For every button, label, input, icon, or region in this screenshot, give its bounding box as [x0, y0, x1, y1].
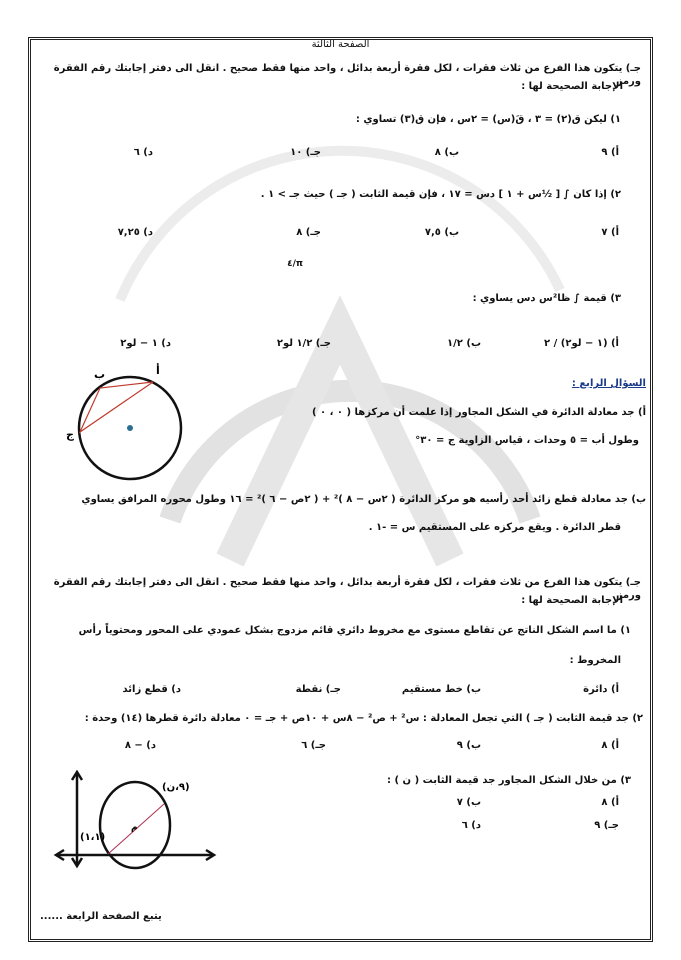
c2-q3-option-c: جـ) ٩ [594, 820, 619, 831]
c2-q2-option-a: أ) ٨ [601, 740, 619, 751]
c1-q2-option-c: جـ) ٨ [296, 227, 321, 238]
c1-q1-option-a: أ) ٩ [601, 147, 619, 158]
c2-q1-option-b: ب) خط مستقيم [401, 684, 481, 695]
c2-q2-option-c: جـ) ٦ [301, 740, 326, 751]
c1-q1-text: ١) ليكن ق(٢) = ٣ ، قَ(س) = ٢س ، فإن ق(٣) تساوي : [355, 114, 621, 125]
label-b: ب [94, 368, 106, 381]
section-c2-intro-2: الإجابة الصحيحة لها : [521, 595, 623, 606]
page-title: الصفحة الثالثة [311, 39, 370, 50]
q4-a-line2: وطول أب = ٥ وحدات ، قياس الزاوية ج = ٣٠° [415, 435, 639, 446]
c2-q1-option-d: د) قطع زائد [122, 684, 181, 695]
c1-q1-option-d: د) ٦ [133, 147, 153, 158]
c2-q3-option-d: د) ٦ [461, 820, 481, 831]
c2-q2-text: ٢) جد قيمة الثابت ( جـ ) التي تجعل المعادلة : س² + ص² − ٨س + ١٠ص + جـ = ٠ معادلة دائرة قطرها (١٤) وحدة : [84, 713, 643, 724]
c1-q2-option-d: د) ٧,٢٥ [117, 227, 153, 238]
section-c2-intro: جـ) يتكون هذا الفرع من ثلاث فقرات ، لكل فقرة أربعة بدائل ، واحد منها فقط صحيح . انقل الى دفتر إجابتك رقم الفقرة ورمز [53, 577, 641, 601]
c1-q2-option-b: ب) ٧,٥ [424, 227, 459, 238]
c1-q2-text: ٢) إذا كان ∫ [ ½س + ١ ] دس = ١٧ ، فإن قيمة الثابت ( جـ ) حيث جـ > ١ . [260, 189, 621, 200]
c2-q1-option-a: أ) دائرة [583, 684, 619, 695]
q4-b-line2: قطر الدائرة . ويقع مركزه على المستقيم س = -١ . [368, 522, 621, 533]
c2-q1-line2: المخروط : [569, 655, 621, 666]
c2-q3-option-a: أ) ٨ [601, 797, 619, 808]
section-c1-intro-2: الإجابة الصحيحة لها : [521, 81, 623, 92]
c1-q3-limit: π/٤ [287, 259, 303, 269]
c2-q1-option-c: جـ) نقطة [295, 684, 341, 695]
c1-q3-option-a: أ) (١ − لو٢) / ٢ [544, 338, 619, 349]
point-label-n9: (٩،ن) [162, 782, 190, 793]
c2-q2-option-b: ب) ٩ [456, 740, 481, 751]
c1-q2-option-a: أ) ٧ [601, 227, 619, 238]
c1-q3-option-c: جـ) ١/٢ لو٢ [276, 338, 331, 349]
q4-b-line1: ب) جد معادلة قطع زائد أحد رأسيه هو مركز الدائرة ( ٢س − ٨ )² + ( ٢ص − ٦ )² = ١٦ وطول محوره المرافق يساوي [81, 494, 646, 505]
triangle-chords [80, 382, 153, 432]
c2-q1-line1: ١) ما اسم الشكل الناتج عن تقاطع مستوى مع مخروط دائري قائم مزدوج بشكل عمودي على المحور ومحتوياً رأس [78, 625, 631, 636]
c2-q2-option-d: د) − ٨ [124, 740, 156, 751]
c1-q3-text: ٣) قيمة ∫ ظا²س دس يساوي : [472, 293, 621, 304]
c1-q3-option-b: ب) ١/٢ [447, 338, 481, 349]
section-c1-intro: جـ) يتكون هذا الفرع من ثلاث فقرات ، لكل فقرة أربعة بدائل ، واحد منها فقط صحيح . انقل الى دفتر إجابتك رقم الفقرة ورمز [53, 63, 641, 87]
question4-heading: السؤال الرابع : [571, 378, 646, 389]
c2-q3-option-b: ب) ٧ [456, 797, 481, 808]
c1-q3-option-d: د) ١ − لو٢ [120, 338, 171, 349]
label-c: ج [66, 428, 74, 441]
center-label: م [131, 823, 138, 833]
footer-continue: يتبع الصفحة الرابعة ...... [40, 911, 162, 922]
point-label-11: (١،١) [80, 832, 106, 843]
circle-figure-2 [50, 770, 220, 870]
label-a: أ [156, 364, 160, 377]
circle-figure-1 [60, 360, 190, 500]
c1-q1-option-b: ب) ٨ [434, 147, 459, 158]
c2-q3-text: ٣) من خلال الشكل المجاور جد قيمة الثابت ( ن ) : [387, 775, 631, 786]
center-point [127, 425, 133, 431]
q4-a-line1: أ) جد معادلة الدائرة في الشكل المجاور إذا علمت أن مركزها ( ٠ ، ٠ ) [311, 407, 646, 418]
c1-q1-option-c: جـ) ١٠ [290, 147, 321, 158]
